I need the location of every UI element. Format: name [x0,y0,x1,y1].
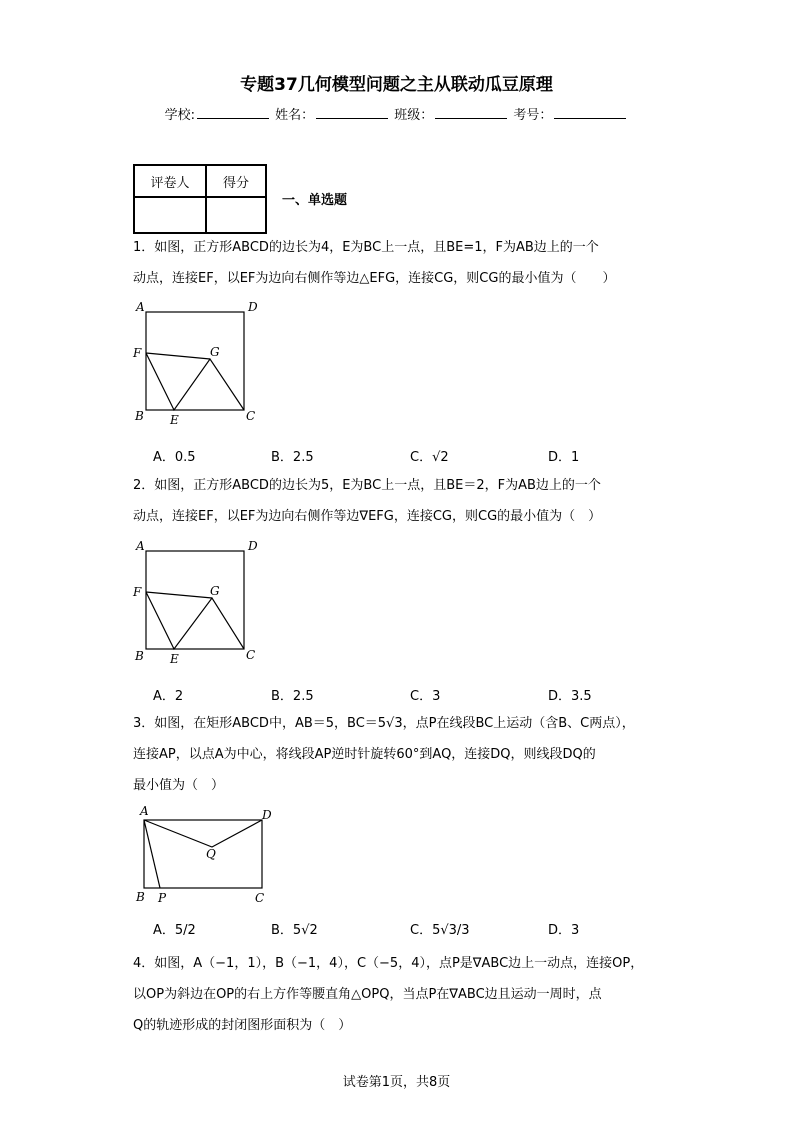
page-title: 专题37几何模型问题之主从联动瓜豆原理 [240,75,553,95]
label-e: E [170,413,179,427]
label-a: A [136,539,145,553]
question-3 [133,708,673,801]
label-d: D [262,808,272,822]
q3-option-d[interactable]: D．3 [548,923,580,938]
figure-2 [130,538,260,668]
segment-fg [146,592,212,598]
segment-ap [144,820,160,888]
triangle-efg [146,592,244,649]
question-3-line1: 3．如图，在矩形ABCD中，AB＝5，BC＝5√3，点P在线段BC上运动（含B、C两点）， [133,716,635,731]
question-1-line1: 1．如图，正方形ABCD的边长为4，E为BC上一点，且BE=1，F为AB边上的一个 [133,240,599,255]
grader-table [133,164,267,234]
label-f: F [133,346,142,360]
page-footer: 试卷第1页，共8页 [342,1075,451,1090]
label-d: D [248,539,258,553]
score-header: 得分 [206,165,266,197]
q3-option-b[interactable]: B．5√2 [271,923,318,938]
q2-option-b[interactable]: B．2.5 [271,689,314,704]
question-2-line1: 2．如图，正方形ABCD的边长为5，E为BC上一点，且BE＝2，F为AB边上的一个 [133,478,601,493]
triangle-efg [146,353,244,410]
q2-option-a[interactable]: A．2 [153,689,184,704]
q3-option-c[interactable]: C．5√3/3 [410,923,470,938]
q1-option-d[interactable]: D．1 [548,450,580,465]
class-label: 班级： [394,108,434,123]
label-b: B [135,409,144,423]
question-2-line2: 动点，连接EF，以EF为边向右侧作等边∇EFG，连接CG，则CG的最小值为（ ） [133,509,602,524]
label-q: Q [206,847,216,861]
grader-cell [134,197,206,233]
school-blank [197,106,269,119]
question-1-line2: 动点，连接EF，以EF为边向右侧作等边△EFG，连接CG，则CG的最小值为（ ） [133,271,616,286]
score-cell [206,197,266,233]
q2-option-d[interactable]: D．3.5 [548,689,592,704]
label-g: G [210,345,220,359]
label-c: C [246,648,256,662]
number-label: 考号： [513,108,553,123]
label-c: C [246,409,256,423]
segment-fg [146,353,210,359]
figure-1 [130,298,260,428]
label-f: F [133,585,142,599]
label-b: B [136,890,145,904]
q1-option-a[interactable]: A．0.5 [153,450,196,465]
section-heading: 一、单选题 [282,193,348,208]
question-4-line3: Q的轨迹形成的封闭图形面积为（ ） [133,1018,352,1033]
figure-3 [130,800,280,908]
question-3-line2: 连接AP，以点A为中心，将线段AP逆时针旋转60°到AQ，连接DQ，则线段DQ的 [133,747,596,762]
class-blank [435,106,507,119]
question-3-line3: 最小值为（ ） [133,778,225,793]
label-g: G [210,584,220,598]
grader-header: 评卷人 [134,165,206,197]
label-c: C [255,891,265,905]
question-2 [133,470,673,532]
school-label: 学校: [164,108,195,123]
label-a: A [136,300,145,314]
q1-option-c[interactable]: C．√2 [410,450,449,465]
question-4-line2: 以OP为斜边在OP的右上方作等腰直角△OPQ，当点P在∇ABC边且运动一周时，点 [133,987,602,1002]
name-blank [316,106,388,119]
square-abcd [146,312,244,410]
q2-option-c[interactable]: C．3 [410,689,441,704]
question-4-line1: 4．如图，A（−1，1），B（−1，4），C（−5，4），点P是∇ABC边上一动点，连接OP， [133,956,644,971]
q1-option-b[interactable]: B．2.5 [271,450,314,465]
label-e: E [170,652,179,666]
label-d: D [248,300,258,314]
segments-aq-qd [144,820,262,847]
number-blank [554,106,626,119]
student-info-line [0,104,793,123]
label-a: A [140,804,149,818]
label-p: P [158,891,167,905]
label-b: B [135,649,144,663]
square-abcd [146,551,244,649]
name-label: 姓名： [275,108,315,123]
q3-option-a[interactable]: A．5/2 [153,923,196,938]
question-4 [133,948,673,1041]
question-1 [133,232,673,294]
